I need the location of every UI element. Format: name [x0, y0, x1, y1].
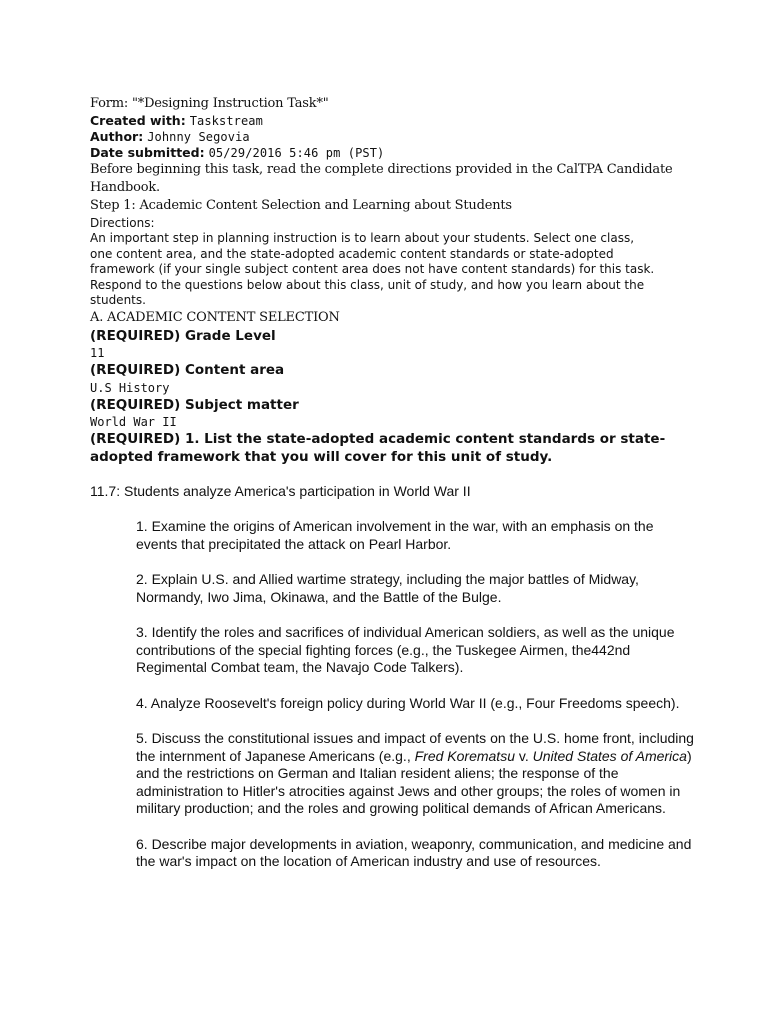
- directions-text: An important step in planning instruction is to learn about your students. Select one class, one content area, and the state-adopted academic content standards or state-adopted framework (if your single subject content area does not have content standards) for this task. Respond to the questions below about this class, unit of study, and how you learn about the students.: [90, 231, 655, 307]
- section-heading: A. ACADEMIC CONTENT SELECTION: [90, 309, 340, 325]
- standards-list: [136, 518, 696, 871]
- task-form: [90, 95, 694, 889]
- content-area-label: (REQUIRED) Content area: [90, 362, 285, 378]
- author-label: Author:: [90, 129, 144, 144]
- standard-item-6: 6. Describe major developments in aviation, weaponry, communication, and medicine and the war's impact on the location of American industry and use of resources.: [136, 835, 692, 869]
- intro-text: Before beginning this task, read the complete directions provided in the CalTPA Candidate Handbook.: [90, 162, 673, 195]
- standard-title: 11.7: Students analyze America's participation in World War II: [90, 483, 471, 499]
- item5-text-a: 5. Discuss the constitutional issues and impact of events on the U.S. home front, including the internment of Japanese Americans (e.g.,: [136, 730, 694, 764]
- subject-matter-label: (REQUIRED) Subject matter: [90, 396, 299, 413]
- step-heading: Step 1: Academic Content Selection and Learning about Students: [90, 198, 512, 213]
- created-with-value: Taskstream: [189, 114, 263, 128]
- standard-item-1: 1. Examine the origins of American involvement in the war, with an emphasis on the events that precipitated the attack on Pearl Harbor.: [136, 518, 654, 552]
- standard-item-5: [136, 730, 696, 818]
- created-with-label: Created with:: [90, 113, 186, 128]
- item5-text-c: ) and the restrictions on German and Italian resident aliens; the response of the administration to Hitler's atrocities against Jews and other groups; the roles of women in military production; and the roles and growing political demands of African Americans.: [136, 747, 692, 816]
- grade-level-label: (REQUIRED) Grade Level: [90, 327, 276, 344]
- date-submitted-value: 05/29/2016 5:46 pm (PST): [208, 146, 385, 160]
- date-submitted-label: Date submitted:: [90, 145, 205, 160]
- author-line: [90, 129, 690, 145]
- item5-text-b: v.: [514, 747, 533, 764]
- question-standards: (REQUIRED) 1. List the state-adopted academic content standards or state-adopted framework that you will cover for this unit of study.: [90, 431, 666, 465]
- standard-item-2: 2. Explain U.S. and Allied wartime strategy, including the major battles of Midway, Normandy, Iwo Jima, Okinawa, and the Battle of the Bulge.: [136, 571, 639, 605]
- standard-item-3: 3. Identify the roles and sacrifices of individual American soldiers, as well as the unique contributions of the special fighting forces (e.g., the Tuskegee Airmen, the442nd Regimental Combat team, the Navajo Code Talkers).: [136, 624, 675, 675]
- item5-case-name: Fred Korematsu: [414, 747, 515, 764]
- item5-case-party: United States of America: [532, 747, 687, 764]
- date-submitted-line: [90, 145, 690, 161]
- created-with-line: [90, 113, 690, 129]
- subject-matter-value: World War II: [90, 415, 177, 429]
- content-area-value: U.S History: [90, 380, 170, 395]
- standard-item-4: 4. Analyze Roosevelt's foreign policy during World War II (e.g., Four Freedoms speech).: [136, 694, 680, 711]
- grade-level-value: 11: [90, 346, 105, 360]
- form-title: Form: "*Designing Instruction Task*": [90, 96, 329, 111]
- directions-label: Directions:: [90, 216, 155, 230]
- author-value: Johnny Segovia: [147, 130, 250, 144]
